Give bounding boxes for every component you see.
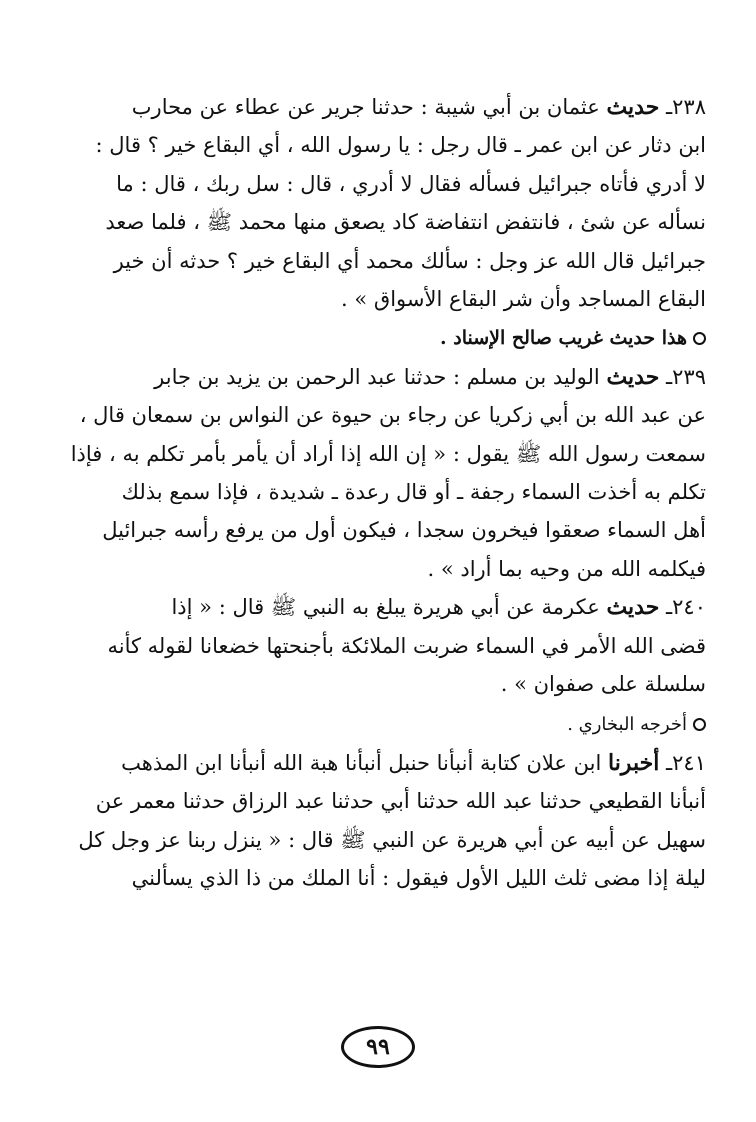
hadith-keyword: حديث bbox=[606, 94, 660, 120]
note-text: هذا حديث غريب صالح الإسناد . bbox=[440, 327, 687, 350]
hadith-240 bbox=[70, 588, 706, 744]
hadith-note bbox=[70, 704, 706, 744]
hadith-keyword: أخبرنا bbox=[607, 749, 660, 776]
hadith-239 bbox=[70, 358, 706, 588]
hadith-line: جبرائيل قال الله عز وجل : سألك محمد أي البقاع خير ؟ حدثه أن خير bbox=[113, 248, 706, 273]
hadith-line: فيكلمه الله من وحيه بما أراد » . bbox=[427, 556, 706, 581]
hadith-line: ليلة إذا مضى ثلث الليل الأول فيقول : أنا الملك من ذا الذي يسألني bbox=[131, 866, 706, 891]
page-body bbox=[70, 88, 706, 898]
hadith-number: ٢٤٠ـ bbox=[666, 595, 706, 620]
hadith-line bbox=[70, 588, 706, 626]
hadith-line: البقاع المساجد وأن شر البقاع الأسواق » . bbox=[341, 287, 706, 312]
hadith-line: أنبأنا القطيعي حدثنا عبد الله حدثنا أبي حدثنا عبد الرزاق حدثنا معمر عن bbox=[95, 789, 706, 814]
note-text: أخرجه البخاري . bbox=[567, 713, 687, 735]
hadith-line bbox=[70, 744, 706, 782]
hadith-line: أهل السماء صعقوا فيخرون سجدا ، فيكون أول من يرفع رأسه جبرائيل bbox=[102, 518, 706, 543]
page-footer bbox=[0, 1026, 756, 1068]
hadith-line: سلسلة على صفوان » . bbox=[500, 672, 706, 697]
hadith-keyword: حديث bbox=[606, 363, 660, 390]
hadith-line bbox=[70, 88, 706, 126]
hadith-number: ٢٣٨ـ bbox=[666, 95, 706, 119]
hadith-text: الوليد بن مسلم : حدثنا عبد الرحمن بن يزيد بن جابر bbox=[154, 364, 600, 389]
hadith-line: ابن دثار عن ابن عمر ـ قال رجل : يا رسول الله ، أي البقاع خير ؟ قال : bbox=[95, 133, 706, 158]
bullet-circle-icon bbox=[693, 332, 706, 345]
hadith-number: ٢٣٩ـ bbox=[666, 364, 706, 389]
hadith-text: ابن علان كتابة أنبأنا حنبل أنبأنا هبة الله أنبأنا ابن المذهب bbox=[121, 750, 602, 775]
hadith-line bbox=[70, 358, 706, 396]
hadith-number: ٢٤١ـ bbox=[666, 750, 706, 775]
hadith-line: قضى الله الأمر في السماء ضربت الملائكة بأجنحتها خضعانا لقوله كأنه bbox=[107, 633, 706, 658]
hadith-line: عن عبد الله بن أبي زكريا عن رجاء بن حيوة عن النواس بن سمعان قال ، bbox=[79, 403, 706, 428]
hadith-note bbox=[70, 318, 706, 357]
hadith-text: عثمان بن أبي شيبة : حدثنا جرير عن عطاء عن محارب bbox=[131, 95, 600, 119]
page-number: ٩٩ bbox=[366, 1034, 390, 1060]
hadith-238 bbox=[70, 88, 706, 358]
hadith-line: سهيل عن أبيه عن أبي هريرة عن النبي ﷺ قال : « ينزل ربنا عز وجل كل bbox=[78, 827, 706, 852]
bullet-circle-icon bbox=[693, 718, 706, 731]
hadith-line: سمعت رسول الله ﷺ يقول : « إن الله إذا أراد أن يأمر بأمر تكلم به ، فإذا bbox=[70, 441, 706, 466]
hadith-keyword: حديث bbox=[606, 594, 660, 621]
hadith-line: نسأله عن شئ ، فانتفض انتفاضة كاد يصعق منها محمد ﷺ ، فلما صعد bbox=[105, 210, 706, 235]
hadith-text: عكرمة عن أبي هريرة يبلغ به النبي ﷺ قال : « إذا bbox=[171, 595, 600, 620]
page-number-badge bbox=[341, 1026, 415, 1068]
hadith-line: تكلم به أخذت السماء رجفة ـ أو قال رعدة ـ شديدة ، فإذا سمع بذلك bbox=[121, 480, 706, 505]
hadith-241 bbox=[70, 744, 706, 898]
hadith-line: لا أدري فأتاه جبرائيل فسأله فقال لا أدري ، قال : سل ربك ، قال : ما bbox=[116, 171, 706, 196]
